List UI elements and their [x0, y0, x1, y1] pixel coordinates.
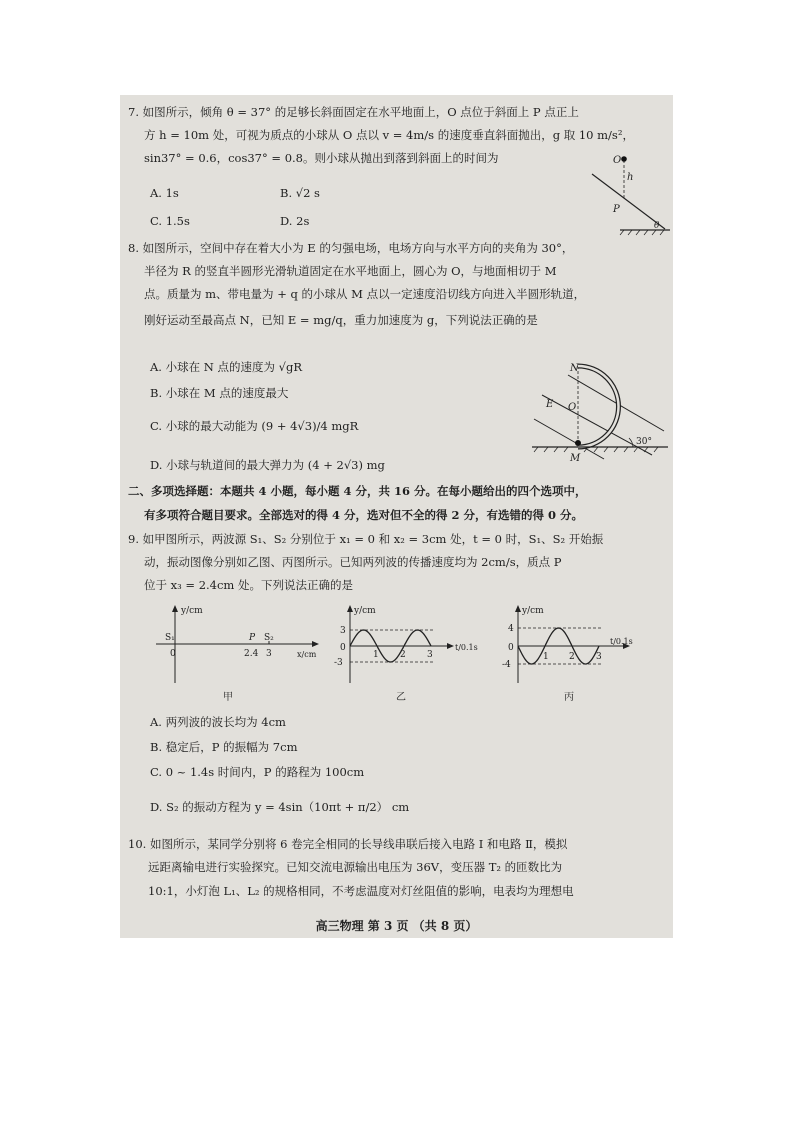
q7-option-a: A. 1s	[150, 186, 179, 200]
yi-y-arrow	[347, 605, 353, 612]
exam-page	[120, 95, 673, 938]
jia-origin: 0	[170, 649, 176, 659]
page-footer: 高三物理 第 3 页 （共 8 页）	[315, 919, 478, 933]
q8-option-a: A. 小球在 N 点的速度为 √gR	[150, 360, 302, 374]
q9-option-a: A. 两列波的波长均为 4cm	[150, 715, 286, 729]
label-o: O	[613, 155, 622, 166]
section-2-line-2: 有多项符合题目要求。全部选对的得 4 分，选对但不全的得 2 分，有选错的得 0 分。	[144, 508, 584, 522]
bing-y-neg: -4	[502, 660, 511, 670]
bing-t2: 2	[569, 652, 575, 662]
bing-t3: 3	[596, 652, 602, 662]
q8-option-d: D. 小球与轨道间的最大弹力为 (4 + 2√3) mg	[150, 458, 385, 472]
bing-caption: 丙	[564, 692, 574, 703]
yi-y-neg: -3	[334, 658, 343, 668]
jia-x-label: x/cm	[297, 650, 317, 659]
yi-t1: 1	[373, 650, 379, 660]
q8-line-3: 点。质量为 m、带电量为 + q 的小球从 M 点以一定速度沿切线方向进入半圆形轨道，	[144, 287, 586, 301]
q7-line-3: sin37° = 0.6，cos37° = 0.8。则小球从抛出到落到斜面上的时间为	[144, 151, 499, 165]
graph-yi	[330, 603, 480, 705]
q8-option-c: C. 小球的最大动能为 (9 + 4√3)/4 mgR	[150, 419, 359, 433]
semicircle-track-inner	[578, 366, 619, 447]
q7-option-d: D. 2s	[280, 214, 310, 228]
bing-y-arrow	[515, 605, 521, 612]
label-o-center: O	[568, 402, 577, 413]
q7-option-b: B. √2 s	[280, 186, 320, 200]
q9-option-c: C. 0 ~ 1.4s 时间内，P 的路程为 100cm	[150, 765, 365, 779]
q8-line-1: 8. 如图所示，空间中存在着大小为 E 的匀强电场，电场方向与水平方向的夹角为 30°，	[128, 241, 574, 255]
bing-x-label: t/0.1s	[610, 637, 633, 646]
yi-x-label: t/0.1s	[455, 643, 478, 652]
label-n: N	[570, 363, 579, 374]
bing-origin: 0	[508, 643, 514, 653]
bing-y-pos: 4	[508, 624, 514, 634]
jia-s1-label: S₁	[165, 633, 175, 643]
q7-line-2: 方 h = 10m 处，可视为质点的小球从 O 点以 v = 4m/s 的速度垂直斜面抛出，g 取 10 m/s²，	[144, 128, 634, 142]
graph-bing	[498, 603, 658, 705]
yi-t-arrow	[447, 643, 454, 649]
yi-t2: 2	[400, 650, 406, 660]
q9-option-d: D. S₂ 的振动方程为 y = 4sin（10πt + π/2） cm	[150, 800, 410, 814]
q8-line-4: 刚好运动至最高点 N，已知 E = mg/q，重力加速度为 g，下列说法正确的是	[144, 313, 538, 327]
bing-t1: 1	[543, 652, 549, 662]
semicircle-track	[578, 366, 619, 447]
q7-line-1: 7. 如图所示，倾角 θ = 37° 的足够长斜面固定在水平地面上，O 点位于斜面上 P 点正上	[128, 105, 579, 119]
yi-t3: 3	[427, 650, 433, 660]
bing-y-label: y/cm	[522, 606, 544, 616]
q9-line-3: 位于 x₃ = 2.4cm 处。下列说法正确的是	[144, 578, 353, 592]
q9-line-1: 9. 如甲图所示，两波源 S₁、S₂ 分别位于 x₁ = 0 和 x₂ = 3cm 处，t = 0 时，S₁、S₂ 开始振	[128, 532, 604, 546]
jia-caption: 甲	[223, 692, 233, 703]
q7-option-c: C. 1.5s	[150, 214, 190, 228]
yi-caption: 乙	[396, 692, 406, 703]
incline-figure	[580, 150, 672, 238]
section-2-line-1: 二、多项选择题：本题共 4 小题，每小题 4 分，共 16 分。在每小题给出的四个选项中，	[128, 484, 587, 498]
q10-line-1: 10. 如图所示，某同学分别将 6 卷完全相同的长导线串联后接入电路 Ⅰ 和电路 Ⅱ，模拟	[128, 837, 568, 851]
yi-y-pos: 3	[340, 626, 346, 636]
q10-line-2: 远距离输电进行实验探究。已知交流电源输出电压为 36V，变压器 T₂ 的匝数比为	[148, 860, 563, 874]
jia-p-label: P	[249, 633, 256, 643]
semicircle-track-figure	[528, 363, 673, 465]
label-e: E	[546, 399, 554, 410]
jia-tick-3-label: 3	[266, 649, 272, 659]
q8-option-b: B. 小球在 M 点的速度最大	[150, 386, 289, 400]
jia-s2-label: S₂	[264, 633, 274, 643]
label-theta: θ	[654, 221, 660, 231]
q9-option-b: B. 稳定后，P 的振幅为 7cm	[150, 740, 298, 754]
label-p: P	[613, 204, 620, 215]
label-angle: 30°	[636, 437, 652, 447]
ball-m	[575, 440, 581, 446]
yi-origin: 0	[340, 643, 346, 653]
q10-line-3: 10:1，小灯泡 L₁、L₂ 的规格相同，不考虑温度对灯丝阻值的影响，电表均为理想电	[148, 884, 574, 898]
jia-y-arrow	[172, 605, 178, 612]
graph-jia	[150, 603, 325, 705]
jia-y-label: y/cm	[181, 606, 203, 616]
ball-o-point	[621, 156, 627, 162]
yi-y-label: y/cm	[354, 606, 376, 616]
q9-line-2: 动，振动图像分别如乙图、丙图所示。已知两列波的传播速度均为 2cm/s，质点 P	[144, 555, 562, 569]
label-m: M	[570, 453, 581, 464]
jia-x-arrow	[312, 641, 319, 647]
q8-line-2: 半径为 R 的竖直半圆形光滑轨道固定在水平地面上，圆心为 O，与地面相切于 M	[144, 264, 557, 278]
jia-tick-24: 2.4	[244, 649, 259, 659]
label-h: h	[627, 172, 634, 183]
